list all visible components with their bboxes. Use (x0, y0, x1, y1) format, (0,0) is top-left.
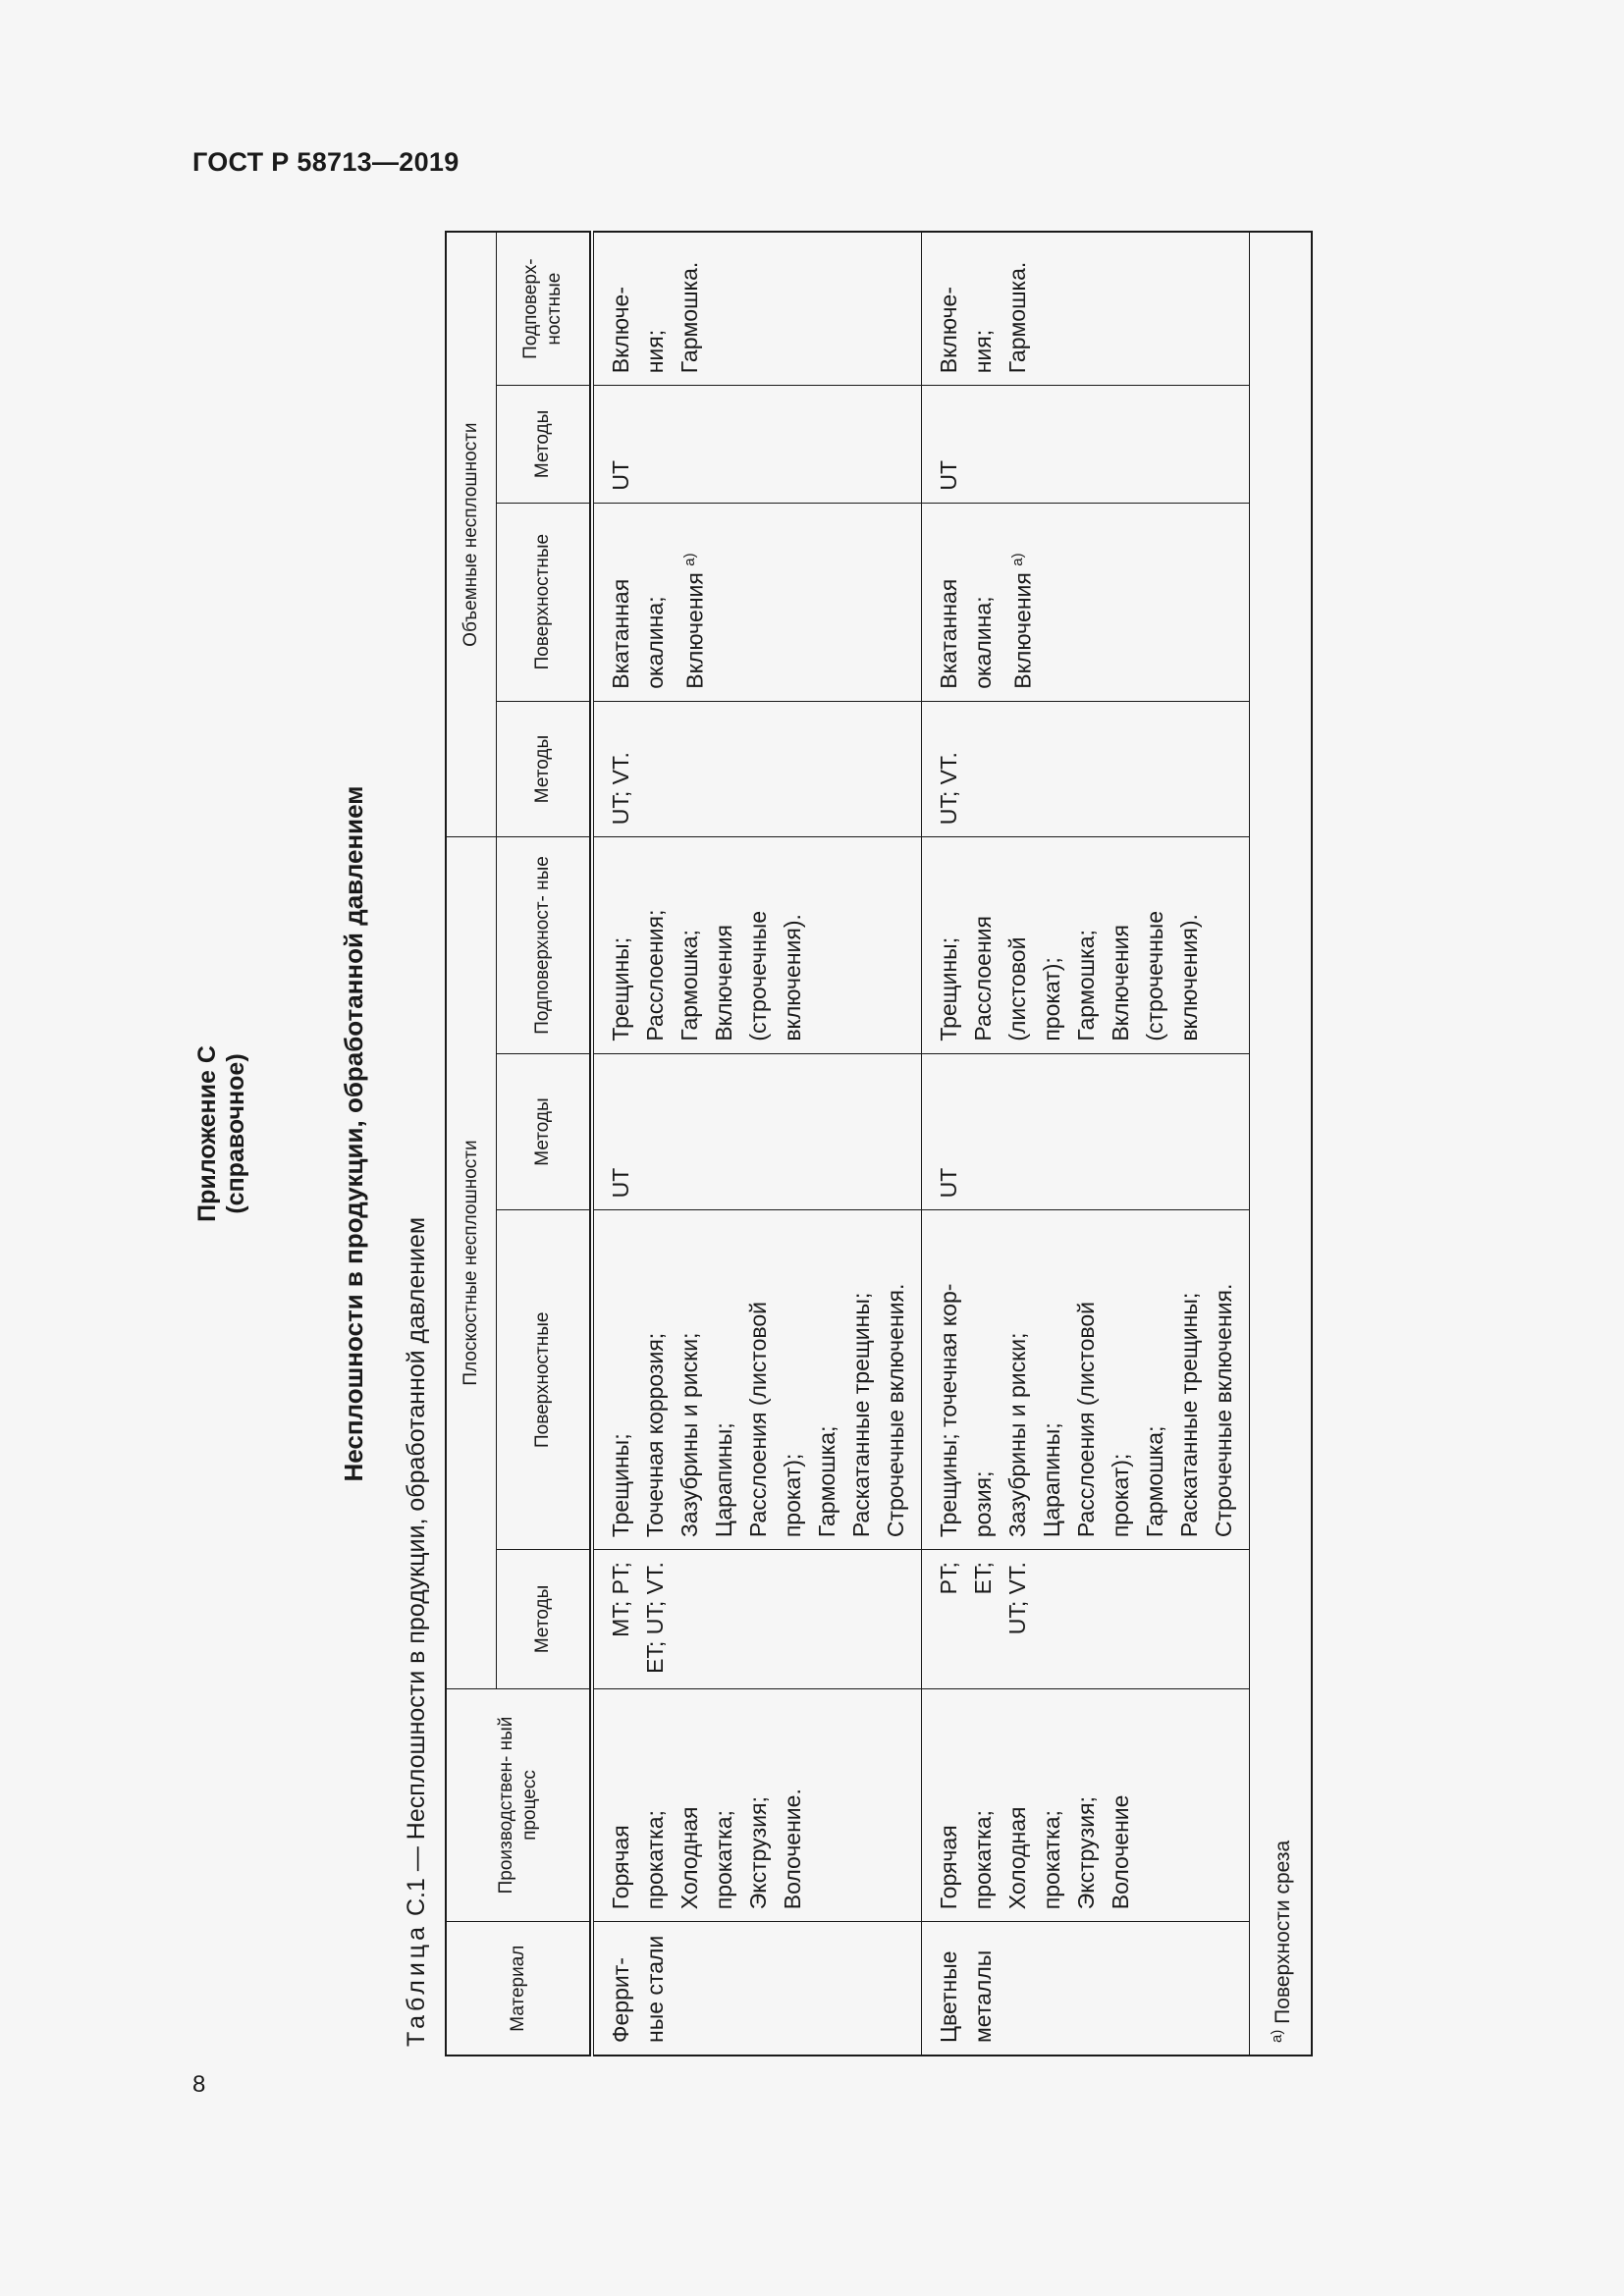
header-methods: Методы (497, 386, 590, 503)
cell-process: Горячая прокатка; Холодная прокатка; Экструзия; Волочение. (592, 1688, 922, 1922)
header-subsurface: Подповерхност- ные (497, 837, 590, 1053)
header-volume-group: Объемные несплошности (446, 232, 497, 837)
table-caption (403, 1217, 431, 2047)
appendix-title: Приложение С (193, 1045, 221, 1222)
footnote-text: Поверхности среза (1272, 1840, 1294, 2024)
page-number: 8 (192, 2071, 206, 2098)
cell-volume-surface-methods: UT; VT. (922, 701, 1250, 837)
document-header: ГОСТ Р 58713—2019 (192, 147, 460, 177)
cell-planar-surface-methods: PT; ET; UT; VT. (922, 1550, 1250, 1689)
header-process: Производствен- ный процесс (446, 1688, 590, 1922)
table-footnote (1250, 232, 1313, 2056)
header-planar-group: Плоскостные несплошности (446, 837, 497, 1688)
cell-planar-surface-methods: MT; PT; ET; UT; VT. (592, 1550, 922, 1689)
footnote-ref: a) (1009, 553, 1026, 566)
header-material: Материал (446, 1922, 590, 2056)
cell-volume-subsurface: Включе- ния; Гармошка. (592, 232, 922, 386)
main-title: Несплошности в продукции, обработанной давлением (339, 785, 368, 1482)
header-surface: Поверхностные (497, 503, 590, 701)
footnote-marker: a) (1269, 2029, 1285, 2043)
header-surface: Поверхностные (497, 1210, 590, 1550)
rotated-content (172, 147, 1294, 2120)
header-methods: Методы (497, 1053, 590, 1210)
table-row (922, 232, 1250, 2056)
cell-planar-surface: Трещины; Точечная коррозия; Зазубрины и риски; Царапины; Расслоения (листовой прокат); Гармошка; Раскатанные трещины; Строчечные включения. (592, 1210, 922, 1550)
cell-volume-subsurface: Включе- ния; Гармошка. (922, 232, 1250, 386)
discontinuities-table (445, 231, 1313, 2056)
table-caption-text: С.1 — Несплошности в продукции, обработанной давлением (403, 1216, 430, 1923)
cell-volume-surface: Вкатанная окалина; Включения $^{a)}$ (922, 503, 1250, 701)
appendix-subtitle: (справочное) (222, 1053, 249, 1214)
footnote-row (1250, 232, 1313, 2056)
header-subsurface: Подповерх- ностные (497, 232, 590, 386)
table-caption-prefix: Таблица (403, 1922, 430, 2047)
cell-volume-surface-methods: UT; VT. (592, 701, 922, 837)
cell-material: Феррит- ные стали (592, 1922, 922, 2056)
cell-planar-subsurface: Трещины; Расслоения (листовой прокат); Гармошка; Включения (строчечные включения). (922, 837, 1250, 1053)
header-methods: Методы (497, 1550, 590, 1689)
cell-process: Горячая прокатка; Холодная прокатка; Экструзия; Волочение (922, 1688, 1250, 1922)
footnote-ref: a) (681, 553, 698, 566)
cell-planar-subsurface: Трещины; Расслоения; Гармошка; Включения (строчечные включения). (592, 837, 922, 1053)
cell-planar-surface: Трещины; точечная кор- розия; Зазубрины и риски; Царапины; Расслоения (листовой прокат); Гармошка; Раскатанные трещины; Строчечные включения. (922, 1210, 1250, 1550)
header-group-row (446, 232, 497, 2056)
cell-volume-surface: Вкатанная окалина; Включения $^{a)}$ (592, 503, 922, 701)
header-methods: Методы (497, 701, 590, 837)
cell-volume-subsurface-methods: UT (592, 386, 922, 503)
cell-volume-subsurface-methods: UT (922, 386, 1250, 503)
cell-material: Цветные металлы (922, 1922, 1250, 2056)
cell-planar-subsurface-methods: UT (592, 1053, 922, 1210)
appendix-heading (193, 147, 250, 2120)
cell-planar-subsurface-methods: UT (922, 1053, 1250, 1210)
table-row (592, 232, 922, 2056)
